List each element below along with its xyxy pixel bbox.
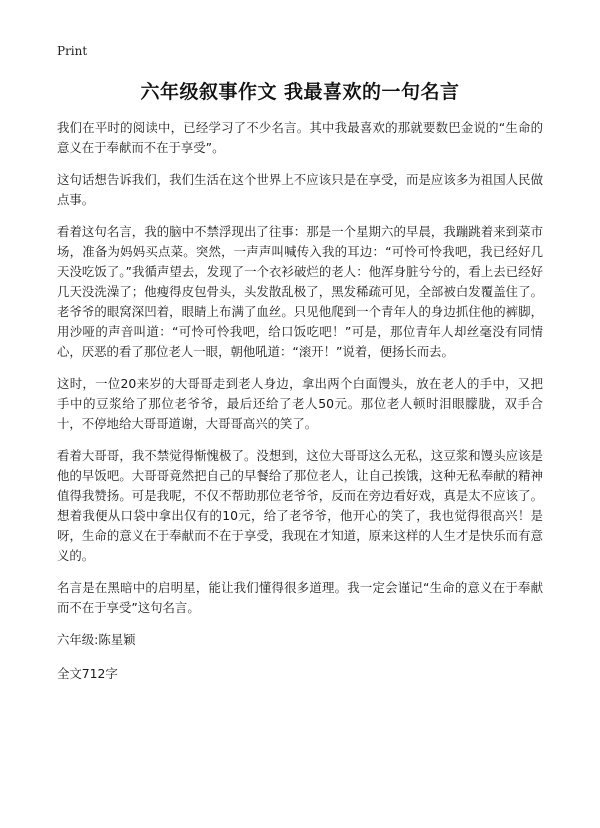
paragraph-4: 这时，一位20来岁的大哥哥走到老人身边，拿出两个白面馒头，放在老人的手中，又把手中的豆浆给了那位老爷爷，最后还给了老人50元。那位老人顿时泪眼朦胧，双手合十，不停地给大哥哥道谢，大哥哥高兴的笑了。 — [57, 376, 543, 431]
paragraph-3: 看着这句名言，我的脑中不禁浮现出了往事：那是一个星期六的早晨，我蹦跳着来到菜市场，准备为妈妈买点菜。突然，一声声叫喊传入我的耳边：“可怜可怜我吧，我已经好几天没吃饭了。”我循声望去，发现了一个衣衫破烂的老人：他浑身脏兮兮的，看上去已经好几天没洗澡了；他瘦得皮包骨头，头发散乱极了，黑发稀疏可见，全部被白发覆盖住了。老爷爷的眼窝深凹着，眼睛上布满了血丝。只见他爬到一个青年人的身边抓住他的裤脚，用沙哑的声音叫道：“可怜可怜我吧，给口饭吃吧！”可是，那位青年人却丝毫没有同情心，厌恶的看了那位老人一眼，朝他吼道：“滚开！”说着，便扬长而去。 — [57, 224, 543, 359]
print-link[interactable]: Print — [57, 44, 88, 58]
paragraph-1: 我们在平时的阅读中，已经学习了不少名言。其中我最喜欢的那就要数巴金说的“生命的意义在于奉献而不在于享受”。 — [57, 120, 543, 155]
paragraph-5: 看着大哥哥，我不禁觉得惭愧极了。没想到，这位大哥哥这么无私，这豆浆和馒头应该是他的早饭吧。大哥哥竟然把自己的早餐给了那位老人，让自己挨饿，这种无私奉献的精神值得我赞扬。可是我呢，不仅不帮助那位老爷爷，反而在旁边看好戏，真是太不应该了。想着我便从口袋中拿出仅有的10元，给了老爷爷，他开心的笑了，我也觉得很高兴！是呀，生命的意义在于奉献而不在于享受，我现在才知道，原来这样的人生才是快乐而有意义的。 — [57, 448, 543, 563]
word-count: 全文712字 — [57, 666, 118, 681]
article-title: 六年级叙事作文 我最喜欢的一句名言 — [140, 81, 460, 103]
article-body — [57, 118, 543, 696]
author-signature: 六年级:陈星颖 — [57, 632, 136, 647]
paragraph-6: 名言是在黑暗中的启明星，能让我们懂得很多道理。我一定会谨记“生命的意义在于奉献而不在于享受”这句名言。 — [57, 580, 543, 615]
paragraph-2: 这句话想告诉我们，我们生活在这个世界上不应该只是在享受，而是应该多为祖国人民做点事。 — [57, 172, 543, 207]
